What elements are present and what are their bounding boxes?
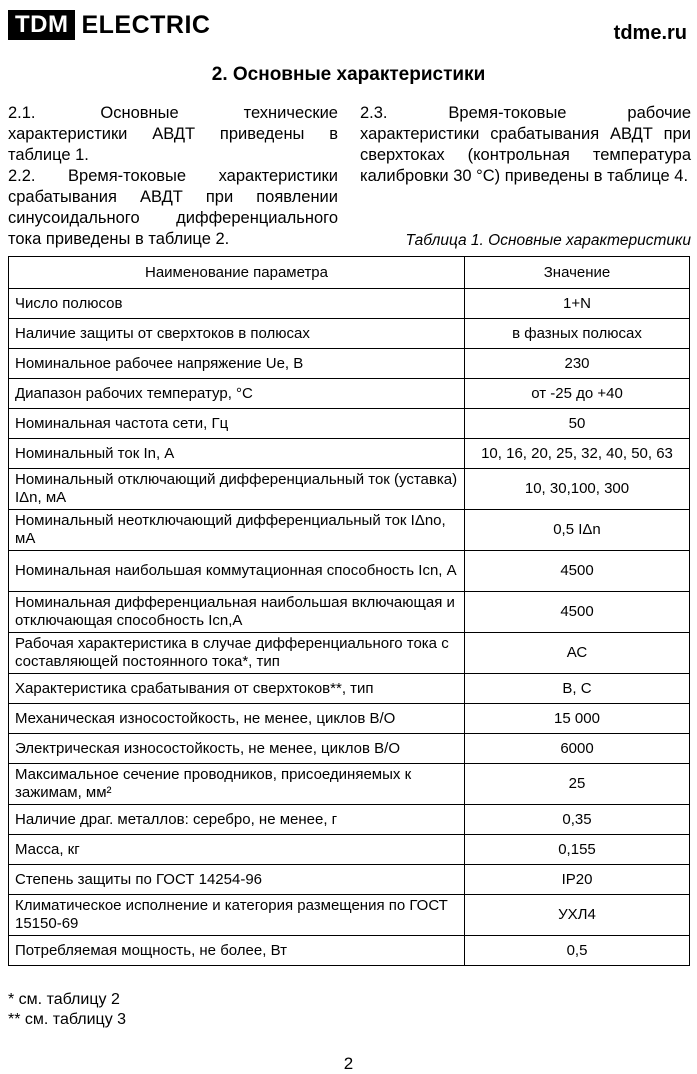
- site-url: tdme.ru: [613, 22, 687, 44]
- table-row: [9, 633, 690, 674]
- param-cell: Потребляемая мощность, не более, Вт: [9, 936, 465, 966]
- value-cell: АС: [465, 633, 690, 674]
- param-cell: Масса, кг: [9, 835, 465, 865]
- table-header-row: [9, 257, 690, 289]
- table-row: [9, 764, 690, 805]
- param-cell: Механическая износостойкость, не менее, циклов В/О: [9, 704, 465, 734]
- param-cell: Номинальный неотключающий дифференциальный ток IΔno, мА: [9, 510, 465, 551]
- param-cell: Степень защиты по ГОСТ 14254-96: [9, 865, 465, 895]
- value-cell: 4500: [465, 592, 690, 633]
- table-row: [9, 409, 690, 439]
- param-cell: Номинальная дифференциальная наибольшая включающая и отключающая способность Icn,А: [9, 592, 465, 633]
- logo-box: TDM: [8, 10, 75, 40]
- value-cell: в фазных полюсах: [465, 319, 690, 349]
- value-cell: 25: [465, 764, 690, 805]
- value-cell: В, С: [465, 674, 690, 704]
- param-cell: Диапазон рабочих температур, °С: [9, 379, 465, 409]
- param-cell: Номинальное рабочее напряжение Ue, В: [9, 349, 465, 379]
- table-row: [9, 439, 690, 469]
- table-row: [9, 319, 690, 349]
- table-row: [9, 592, 690, 633]
- right-text-column: [360, 103, 691, 187]
- header-value: Значение: [465, 257, 690, 289]
- param-cell: Номинальный ток In, А: [9, 439, 465, 469]
- value-cell: от -25 до +40: [465, 379, 690, 409]
- param-cell: Наличие защиты от сверхтоков в полюсах: [9, 319, 465, 349]
- table-row: [9, 805, 690, 835]
- page-number: 2: [343, 1054, 354, 1073]
- header-param: Наименование параметра: [9, 257, 465, 289]
- paragraph-2-3: 2.3. Время-токовые рабочие характеристики срабатывания АВДТ при сверхтоках (контрольная температура калибровки 30 °С) приведены в таблице 4.: [360, 104, 691, 185]
- param-cell: Максимальное сечение проводников, присоединяемых к зажимам, мм²: [9, 764, 465, 805]
- page-header: [8, 10, 689, 44]
- value-cell: 4500: [465, 551, 690, 592]
- table-row: [9, 379, 690, 409]
- value-cell: УХЛ4: [465, 895, 690, 936]
- param-cell: Наличие драг. металлов: серебро, не менее, г: [9, 805, 465, 835]
- brand-logo: [8, 10, 210, 40]
- footnote-1: * см. таблицу 2: [8, 991, 120, 1008]
- table-row: [9, 551, 690, 592]
- param-cell: Номинальная частота сети, Гц: [9, 409, 465, 439]
- value-cell: 0,5: [465, 936, 690, 966]
- value-cell: 6000: [465, 734, 690, 764]
- value-cell: 10, 30,100, 300: [465, 469, 690, 510]
- paragraph-2-1: 2.1. Основные технические характеристики АВДТ приведены в таблице 1.: [8, 104, 338, 164]
- value-cell: 230: [465, 349, 690, 379]
- table-row: [9, 734, 690, 764]
- logo-word: ELECTRIC: [81, 10, 211, 39]
- param-cell: Номинальная наибольшая коммутационная способность Icn, А: [9, 551, 465, 592]
- param-cell: Число полюсов: [9, 289, 465, 319]
- param-cell: Климатическое исполнение и категория размещения по ГОСТ 15150-69: [9, 895, 465, 936]
- section-title: 2. Основные характеристики: [211, 64, 486, 85]
- value-cell: 15 000: [465, 704, 690, 734]
- value-cell: 1+N: [465, 289, 690, 319]
- param-cell: Номинальный отключающий дифференциальный ток (уставка) IΔn, мА: [9, 469, 465, 510]
- table-caption: Таблица 1. Основные характеристики: [405, 232, 691, 249]
- table-row: [9, 469, 690, 510]
- table-row: [9, 510, 690, 551]
- value-cell: 0,35: [465, 805, 690, 835]
- value-cell: 0,155: [465, 835, 690, 865]
- param-cell: Характеристика срабатывания от сверхтоков**, тип: [9, 674, 465, 704]
- value-cell: 0,5 IΔn: [465, 510, 690, 551]
- footnote-2: ** см. таблицу 3: [8, 1011, 127, 1028]
- table-row: [9, 895, 690, 936]
- table-row: [9, 865, 690, 895]
- table-row: [9, 936, 690, 966]
- table-row: [9, 674, 690, 704]
- paragraph-2-2: 2.2. Время-токовые характеристики срабатывания АВДТ при появлении синусоидального дифференциального тока приведены в таблице 2.: [8, 167, 338, 248]
- param-cell: Рабочая характеристика в случае дифференциального тока с составляющей постоянного тока*, тип: [9, 633, 465, 674]
- left-text-column: [8, 103, 338, 250]
- table-row: [9, 289, 690, 319]
- table-row: [9, 349, 690, 379]
- table-row: [9, 835, 690, 865]
- value-cell: IP20: [465, 865, 690, 895]
- footnotes: [8, 990, 126, 1030]
- table-row: [9, 704, 690, 734]
- value-cell: 50: [465, 409, 690, 439]
- specs-table: [8, 256, 690, 966]
- value-cell: 10, 16, 20, 25, 32, 40, 50, 63: [465, 439, 690, 469]
- param-cell: Электрическая износостойкость, не менее, циклов В/О: [9, 734, 465, 764]
